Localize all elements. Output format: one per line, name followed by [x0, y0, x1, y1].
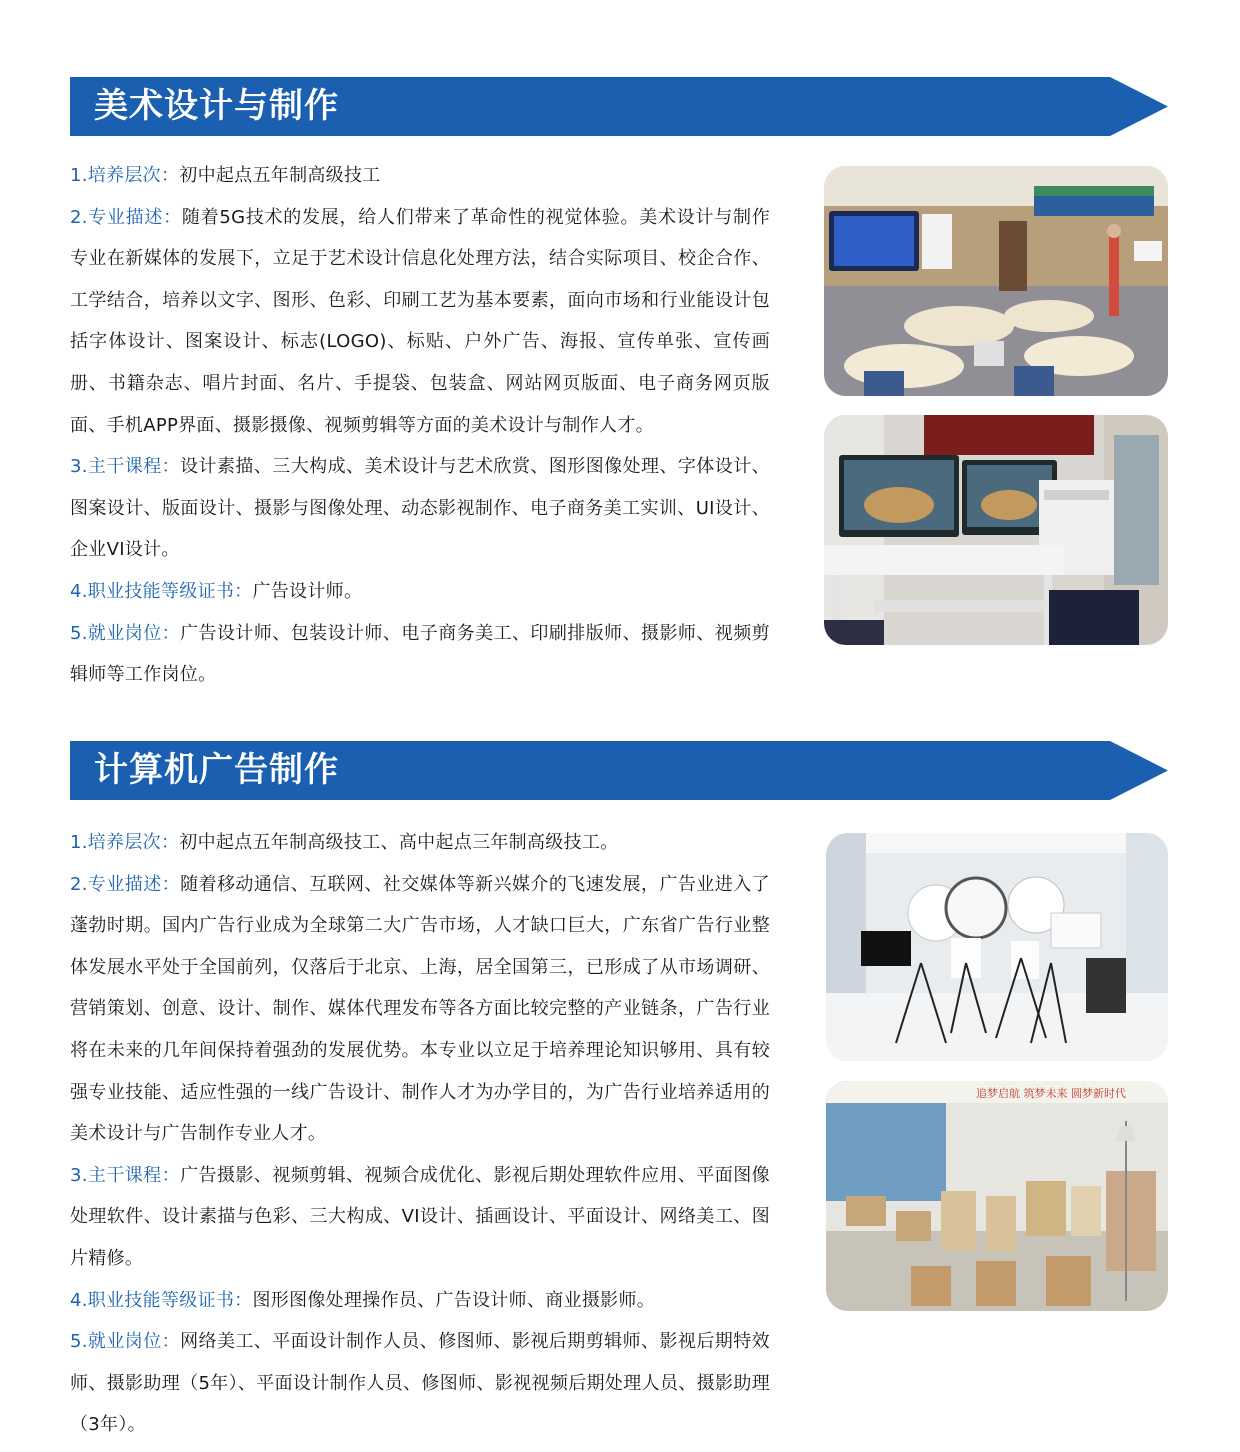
item-label: 4.职业技能等级证书：: [70, 580, 253, 602]
item-text: 广告摄影、视频剪辑、视频合成优化、影视后期处理软件应用、平面图像处理软件、设计素描与色彩、三大构成、VI设计、插画设计、平面设计、网络美工、图片精修。: [70, 1164, 770, 1269]
item-label: 5.就业岗位：: [70, 622, 181, 644]
item-text: 网络美工、平面设计制作人员、修图师、影视后期剪辑师、影视后期特效师、摄影助理（5年）、平面设计制作人员、修图师、影视视频后期处理人员、摄影助理（3年）。: [70, 1331, 770, 1436]
item-text: 随着移动通信、互联网、社交媒体等新兴媒介的飞速发展，广告业进入了蓬勃时期。国内广告行业成为全球第二大广告市场，人才缺口巨大，广东省广告行业整体发展水平处于全国前列，仅落后于北京、上海，居全国第三，已形成了从市场调研、营销策划、创意、设计、制作、媒体代理发布等各方面比较完整的产业链条，广告行业将在未来的几年间保持着强劲的发展优势。本专业以立足于培养理论知识够用、具有较强专业技能、适应性强的一线广告设计、制作人才为办学目的，为广告行业培养适用的美术设计与广告制作专业人才。: [70, 873, 770, 1145]
major-description: [70, 197, 770, 447]
item-text: 广告设计师、包装设计师、电子商务美工、印刷排版师、摄影师、视频剪辑师等工作岗位。: [70, 622, 770, 686]
training-level: [70, 822, 770, 864]
employment-positions: [70, 1321, 770, 1446]
item-text: 广告设计师。: [252, 580, 363, 602]
section-content-computer-ad: [70, 822, 770, 1446]
main-courses: [70, 446, 770, 571]
section-banner-computer-ad: [70, 741, 1168, 800]
item-label: 1.培养层次：: [70, 832, 180, 853]
section-title: 美术设计与制作: [94, 86, 339, 126]
main-courses: [70, 1155, 770, 1280]
section-content-art-design: [70, 155, 770, 696]
skill-certificate: [70, 571, 770, 613]
item-label: 3.主干课程：: [70, 456, 181, 478]
item-label: 1.培养层次：: [70, 165, 180, 186]
section-banner-art-design: [70, 77, 1168, 136]
item-label: 4.职业技能等级证书：: [70, 1289, 253, 1311]
item-text: 设计素描、三大构成、美术设计与艺术欣赏、图形图像处理、字体设计、图案设计、版面设计、摄影与图像处理、动态影视制作、电子商务美工实训、UI设计、企业VI设计。: [70, 456, 770, 561]
item-text: 随着5G技术的发展，给人们带来了革命性的视觉体验。美术设计与制作专业在新媒体的发展下，立足于艺术设计信息化处理方法，结合实际项目、校企合作、工学结合，培养以文字、图形、色彩、印刷工艺为基本要素，面向市场和行业能设计包括字体设计、图案设计、标志(LOGO)、标贴、户外广告、海报、宣传单张、宣传画册、书籍杂志、唱片封面、名片、手提袋、包装盒、网站网页版面、电子商务网页版面、手机APP界面、摄影摄像、视频剪辑等方面的美术设计与制作人才。: [70, 206, 771, 436]
item-text: 图形图像处理操作员、广告设计师、商业摄影师。: [252, 1289, 656, 1311]
skill-certificate: [70, 1280, 770, 1322]
item-label: 3.主干课程：: [70, 1164, 181, 1186]
item-label: 2.专业描述：: [70, 873, 181, 895]
photo-studio-photo: [826, 833, 1168, 1061]
item-text: 初中起点五年制高级技工、高中起点三年制高级技工。: [179, 832, 619, 853]
item-label: 2.专业描述：: [70, 206, 182, 228]
employment-positions: [70, 613, 770, 696]
item-text: 初中起点五年制高级技工: [179, 165, 381, 186]
wall-slogan: 追梦启航 筑梦未来 圆梦新时代: [976, 1087, 1126, 1100]
training-level: [70, 155, 770, 197]
major-description: [70, 864, 770, 1155]
item-label: 5.就业岗位：: [70, 1331, 181, 1353]
section-title: 计算机广告制作: [94, 750, 339, 790]
computer-lab-photo: [824, 415, 1168, 645]
classroom-photo: [824, 166, 1168, 396]
art-studio-photo: [826, 1081, 1168, 1311]
